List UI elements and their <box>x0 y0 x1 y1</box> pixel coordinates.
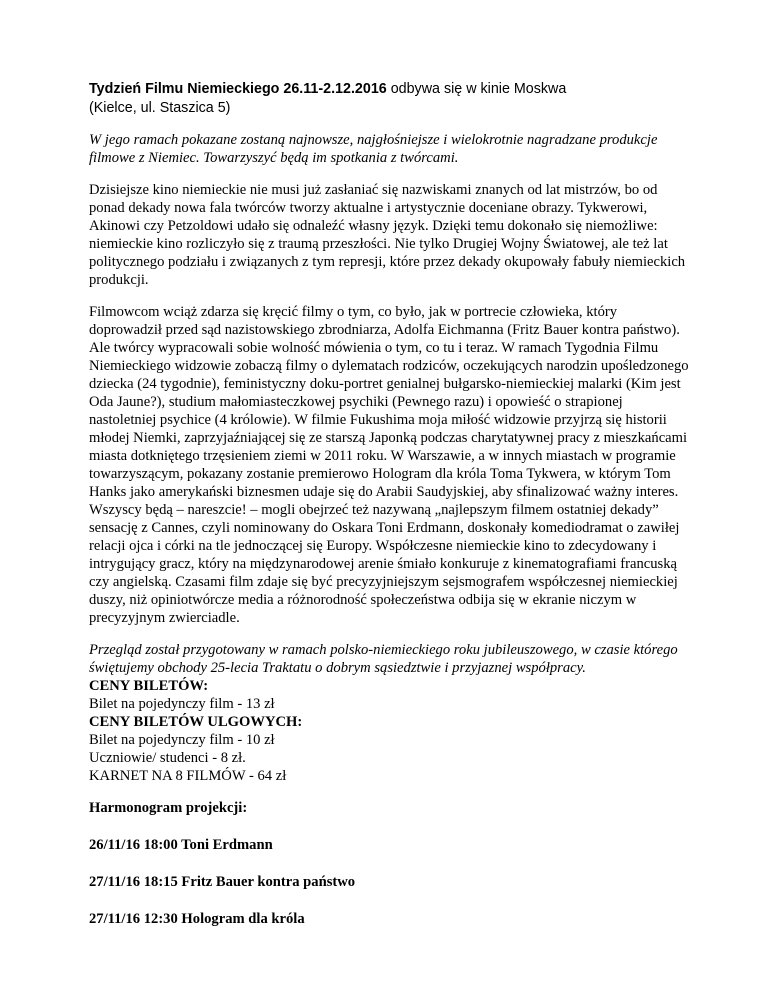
price-single: Bilet na pojedynczy film - 13 zł <box>89 696 275 712</box>
schedule-item: 26/11/16 18:00 Toni Erdmann <box>89 837 273 853</box>
price-students: Uczniowie/ studenci - 8 zł. <box>89 750 246 766</box>
event-location: (Kielce, ul. Staszica 5) <box>89 99 231 116</box>
body-paragraph-1: Dzisiejsze kino niemieckie nie musi już zasłaniać się nazwiskami znanych od lat mistrzów, bo od ponad dekady nowa fala twórców tworzy aktualne i artystycznie doceniane obrazy. Tykwerowi, Akinowi czy Petzoldowi udało się odnaleźć własny język. Dzięki temu dokonało się niemożliwe: niemieckie kino rozliczyło się z traumą przeszłości. Nie tylko Drugiej Wojny Światowej, ale też lat politycznego podziału i związanych z tym represji, które przez dekady okupowały fabuły niemieckich produkcji. <box>89 182 686 288</box>
document-page <box>89 80 689 947</box>
jubilee-paragraph: Przegląd został przygotowany w ramach polsko-niemieckiego roku jubileuszowego, w czasie którego świętujemy obchody 25-lecia Traktatu o dobrym sąsiedztwie i przyjaznej współpracy. <box>89 642 678 676</box>
schedule-item: 27/11/16 12:30 Hologram dla króla <box>89 911 305 927</box>
event-title <box>89 80 689 99</box>
reduced-prices-heading: CENY BILETÓW ULGOWYCH: <box>89 714 303 730</box>
prices-heading: CENY BILETÓW: <box>89 678 209 694</box>
event-title-bold: Tydzień Filmu Niemieckiego 26.11-2.12.2016 <box>89 81 387 97</box>
intro-paragraph: W jego ramach pokazane zostaną najnowsze, najgłośniejsze i wielokrotnie nagradzane produkcje filmowe z Niemiec. Towarzyszyć będą im spotkania z twórcami. <box>89 132 658 166</box>
price-reduced-single: Bilet na pojedynczy film - 10 zł <box>89 732 275 748</box>
document-header <box>89 80 689 117</box>
schedule-heading: Harmonogram projekcji: <box>89 800 248 816</box>
event-title-rest: odbywa się w kinie Moskwa <box>386 81 567 97</box>
body-paragraph-2: Filmowcom wciąż zdarza się kręcić filmy o tym, co było, jak w portrecie człowieka, który doprowadził przed sąd nazistowskiego zbrodniarza, Adolfa Eichmanna (Fritz Bauer kontra państwo). Ale twórcy wypracowali sobie wolność mówienia o tym, co tu i teraz. W ramach Tygodnia Filmu Niemieckiego widzowie zobaczą filmy o dylematach rodziców, oczekujących narodzin upośledzonego dziecka (24 tygodnie), feministyczny doku-portret genialnej bułgarsko-niemieckiej malarki (Kim jest Oda Jaune?), studium małomiasteczkowej psychiki (Pewnego razu) i opowieść o strapionej nastoletniej psychice (4 królowie). W filmie Fukushima moja miłość widzowie przyjrzą się historii młodej Niemki, zaprzyjaźniającej się ze starszą Japonką podczas charytatywnej pracy z mieszkańcami miasta dotkniętego trzęsieniem ziemi w 2011 roku. W Warszawie, a w innych miastach w programie towarzyszącym, pokazany zostanie premierowo Hologram dla króla Toma Tykwera, w którym Tom Hanks jako amerykański biznesmen udaje się do Arabii Saudyjskiej, aby sfinalizować ważny interes. Wszyscy będą – nareszcie! – mogli obejrzeć też nazywaną „najlepszym filmem ostatniej dekady” sensację z Cannes, czyli nominowany do Oskara Toni Erdmann, doskonały komediodramat o zawiłej relacji ojca i córki na tle jednoczącej się Europy. Współczesne niemieckie kino to zdecydowany i intrygujący gracz, który na międzynarodowej arenie śmiało konkuruje z kinematografiami francuską czy angielską. Czasami film zdaje się być precyzyjniejszym sejsmografem współczesnej niemieckiej duszy, niż opiniotwórcze media a różnorodność społeczeństwa odbija się w ekranie niczym w precyzyjnym zwierciadle. <box>89 304 689 626</box>
price-pass: KARNET NA 8 FILMÓW - 64 zł <box>89 768 287 784</box>
schedule-item: 27/11/16 18:15 Fritz Bauer kontra państwo <box>89 874 356 890</box>
prices-section <box>89 677 689 785</box>
